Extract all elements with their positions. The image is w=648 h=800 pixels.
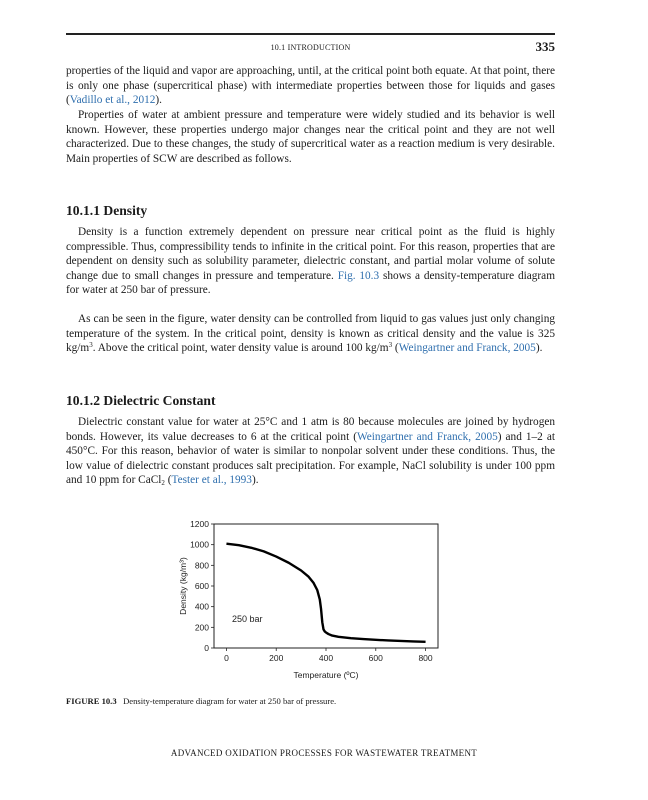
y-tick-label: 0 bbox=[204, 643, 209, 653]
plot-area-frame bbox=[214, 524, 438, 648]
y-tick-label: 600 bbox=[194, 581, 209, 591]
dielectric-p1-end: ). bbox=[251, 474, 259, 487]
section-heading-density: 10.1.1 Density bbox=[66, 203, 148, 218]
dielectric-p1-text2: ) and 1–2 at 450°C. For this reason, behavior of water is similar to nonpolar solvent under these conditions. Thus, the low value of dielectric constant produces salt precipitation. For example, NaCl solubility is under 100 ppm and 10 ppm for CaCl bbox=[66, 430, 555, 487]
x-axis-ticks bbox=[224, 648, 433, 663]
citation-link[interactable]: Weingartner and Franck, 2005 bbox=[357, 430, 498, 443]
x-tick-label: 0 bbox=[224, 653, 229, 663]
density-p2-text: As can be seen in the figure, water density can be controlled from liquid to gas values just only changing temperature of the system. In the critical point, density is known as critical density and the value is 325 kg/m bbox=[66, 313, 555, 355]
x-tick-label: 200 bbox=[269, 653, 284, 663]
figure-label: FIGURE 10.3 bbox=[66, 696, 117, 706]
y-tick-label: 400 bbox=[194, 601, 209, 612]
figure-caption bbox=[66, 696, 336, 706]
density-p1-end: shows a density-temperature diagram for water at 250 bar of pressure. bbox=[66, 269, 555, 297]
y-axis-ticks bbox=[190, 519, 214, 653]
dielectric-p1-text1: Dielectric constant value for water at 25°C and 1 atm is 80 because molecules are joined by hydrogen bonds. However, its value decreases to 6 at the critical point ( bbox=[66, 416, 555, 443]
density-p1-text: Density is a function extremely dependent on pressure near critical point as the fluid is highly compressible. Thus, compressibility tends to infinite in the critical point. For this reason, properties that are dependent on density such as solubility parameter, dielectric constant, and partial molar volume of solute change due to small changes in pressure and temperature. bbox=[66, 226, 555, 282]
density-temperature-chart bbox=[176, 518, 446, 690]
section-heading-dielectric: 10.1.2 Dielectric Constant bbox=[66, 393, 216, 408]
running-title: 10.1 INTRODUCTION bbox=[270, 43, 351, 52]
intro-paragraph-2: Properties of water at ambient pressure and temperature were widely studied and its behavior is well known. However, these properties undergo major changes near the critical point and they are not well characterized. Due to these changes, the study of supercritical water as a reaction medium is very desirable. Main properties of SCW are described as follows. bbox=[66, 109, 555, 165]
dielectric-paragraph-1 bbox=[66, 415, 555, 488]
figure-reference-link[interactable]: Fig. 10.3 bbox=[337, 269, 380, 282]
intro-p1-end: ). bbox=[155, 94, 163, 107]
series-annotation: 250 bar bbox=[232, 614, 263, 624]
density-p2-end: ). bbox=[535, 342, 543, 355]
x-axis-label: Temperature (ºC) bbox=[293, 670, 359, 680]
x-tick-label: 600 bbox=[368, 653, 383, 663]
density-p2-mid2: ( bbox=[392, 342, 399, 355]
density-paragraph-2 bbox=[66, 312, 555, 356]
density-paragraph-1 bbox=[66, 225, 555, 298]
y-tick-label: 1200 bbox=[190, 519, 209, 529]
density-p2-mid: . Above the critical point, water density value is around 100 kg/m bbox=[92, 342, 389, 355]
intro-paragraph-1 bbox=[66, 64, 555, 108]
header-rule bbox=[66, 33, 555, 35]
y-axis-label: Density (kg/m³) bbox=[178, 557, 188, 615]
y-tick-label: 1000 bbox=[190, 539, 209, 550]
superscript-3: 3 bbox=[89, 341, 93, 350]
citation-link[interactable]: Vadillo et al., 2012 bbox=[69, 94, 156, 107]
intro-p1-text: properties of the liquid and vapor are approaching, until, at the critical point both equate. At that point, there is only one phase (supercritical phase) with intermediate properties between those for liquids and gases ( bbox=[66, 65, 555, 107]
x-tick-label: 400 bbox=[318, 653, 334, 663]
superscript-3: 3 bbox=[388, 341, 393, 350]
x-tick-label: 800 bbox=[418, 653, 433, 663]
y-tick-label: 200 bbox=[194, 622, 209, 633]
citation-link[interactable]: Tester et al., 1993 bbox=[171, 474, 252, 487]
y-tick-label: 800 bbox=[194, 560, 209, 571]
figure-caption-text: Density-temperature diagram for water at 250 bar of pressure. bbox=[123, 696, 337, 706]
citation-link[interactable]: Weingartner and Franck, 2005 bbox=[398, 342, 536, 355]
running-footer: ADVANCED OXIDATION PROCESSES FOR WASTEWATER TREATMENT bbox=[170, 748, 478, 758]
page-number: 335 bbox=[535, 39, 555, 54]
dielectric-p1-text3: ( bbox=[164, 474, 172, 487]
running-head bbox=[66, 39, 555, 56]
subscript-2: 2 bbox=[161, 479, 165, 488]
